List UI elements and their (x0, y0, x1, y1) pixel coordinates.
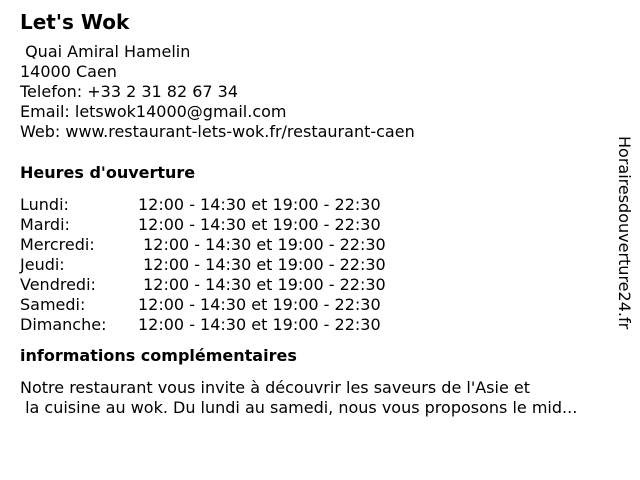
additional-info-text (20, 378, 620, 418)
info-line: Notre restaurant vous invite à découvrir les saveurs de l'Asie et (20, 378, 530, 397)
restaurant-name: Let's Wok (20, 10, 130, 34)
restaurant-info-card (20, 9, 620, 418)
time-range: 12:00 - 14:30 et 19:00 - 22:30 (138, 255, 386, 274)
day-label: Jeudi: (20, 255, 65, 274)
hours-row-thursday (20, 255, 620, 275)
hours-row-friday (20, 275, 620, 295)
address-block (20, 42, 620, 142)
time-range: 12:00 - 14:30 et 19:00 - 22:30 (138, 315, 381, 334)
street-address: Quai Amiral Hamelin (20, 42, 191, 61)
time-range: 12:00 - 14:30 et 19:00 - 22:30 (138, 235, 386, 254)
time-range: 12:00 - 14:30 et 19:00 - 22:30 (138, 295, 381, 314)
day-label: Dimanche: (20, 315, 107, 334)
info-line: la cuisine au wok. Du lundi au samedi, nous vous proposons le mid... (20, 398, 578, 417)
website-line: Web: www.restaurant-lets-wok.fr/restaurant-caen (20, 122, 415, 141)
day-label: Vendredi: (20, 275, 96, 294)
time-range: 12:00 - 14:30 et 19:00 - 22:30 (138, 275, 386, 294)
day-label: Samedi: (20, 295, 86, 314)
hours-row-monday (20, 195, 620, 215)
hours-row-sunday (20, 315, 620, 335)
hours-row-tuesday (20, 215, 620, 235)
postal-city: 14000 Caen (20, 62, 117, 81)
phone-line: Telefon: +33 2 31 82 67 34 (20, 82, 239, 101)
additional-info-heading: informations complémentaires (20, 346, 297, 365)
day-label: Lundi: (20, 195, 69, 214)
time-range: 12:00 - 14:30 et 19:00 - 22:30 (138, 195, 381, 214)
site-watermark: Horairesdouverture24.fr (615, 136, 634, 330)
day-label: Mercredi: (20, 235, 95, 254)
hours-row-saturday (20, 295, 620, 315)
hours-row-wednesday (20, 235, 620, 255)
opening-hours-heading: Heures d'ouverture (20, 163, 196, 182)
day-label: Mardi: (20, 215, 70, 234)
email-line: Email: letswok14000@gmail.com (20, 102, 287, 121)
opening-hours-table (20, 195, 620, 335)
time-range: 12:00 - 14:30 et 19:00 - 22:30 (138, 215, 381, 234)
